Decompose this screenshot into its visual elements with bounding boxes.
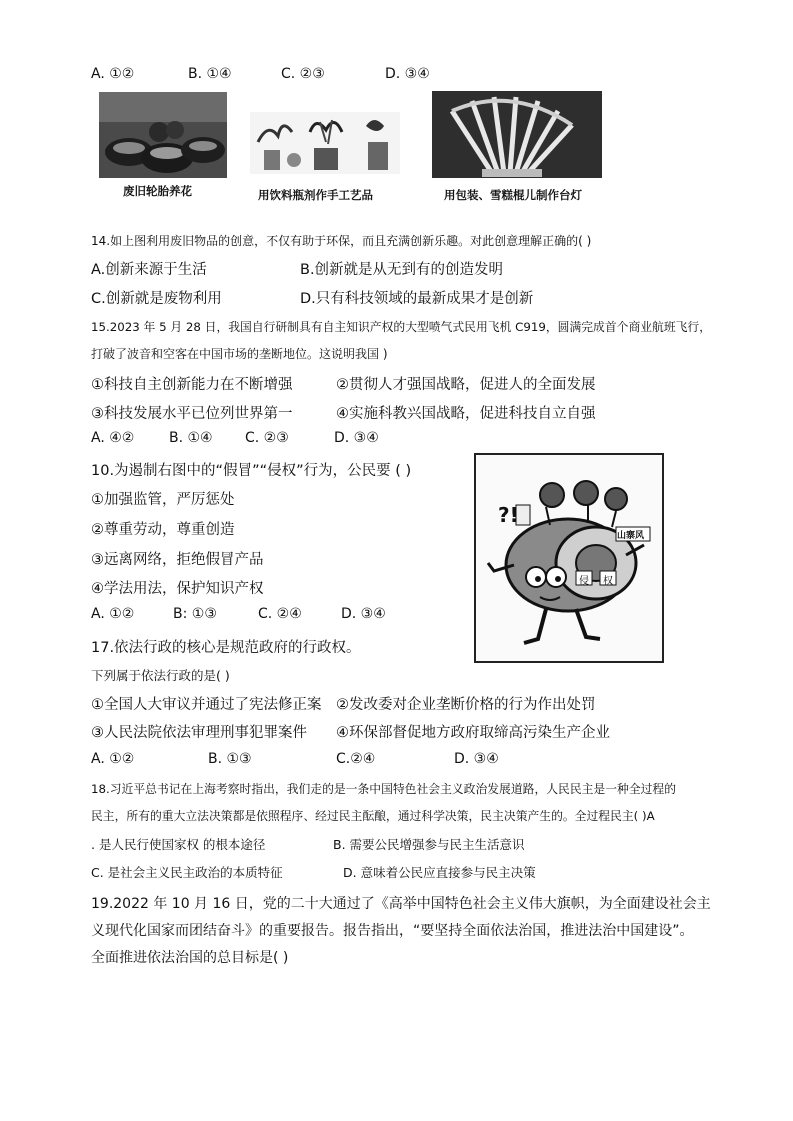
q15-statement-4: ④实施科教兴国战略，促进科技自立自强	[336, 406, 596, 422]
q17-statement-3: ③人民法院依法审理刑事犯罪案件	[91, 725, 307, 741]
q15-option-b: B. ①④	[169, 430, 213, 446]
q18-stem-line2: 民主，所有的重大立法决策都是依照程序、经过民主酝酿，通过科学决策，民主决策产生的。全过程民主( )A	[91, 809, 655, 823]
cartoon-tag-1: 侵	[579, 576, 589, 587]
caption-bottle-craft: 用饮料瓶剂作手工艺品	[258, 188, 373, 202]
cartoon-sign: ?!	[498, 503, 519, 527]
cartoon-label: 山寨风	[617, 531, 645, 541]
q14-option-d: D.只有科技领域的最新成果才是创新	[300, 291, 534, 307]
caption-lamp: 用包装、雪糕棍儿制作台灯	[444, 188, 582, 202]
q10-option-a: A. ①②	[91, 606, 135, 622]
q17-option-c: C.②④	[336, 751, 376, 767]
q15-option-d: D. ③④	[334, 430, 379, 446]
q17-stem-line2: 下列属于依法行政的是( )	[91, 668, 230, 683]
cartoon-tag-2: 权	[603, 576, 613, 587]
bottle-craft-photo	[250, 112, 400, 174]
q15-option-a: A. ④②	[91, 430, 135, 446]
q14-option-a: A.创新来源于生活	[91, 262, 207, 278]
q14-option-c: C.创新就是废物利用	[91, 291, 222, 307]
caption-tire-planter: 废旧轮胎养花	[123, 184, 192, 198]
q18-option-d: D. 意味着公民应直接参与民主决策	[343, 865, 536, 880]
q10-statement-3: ③远离网络，拒绝假冒产品	[91, 552, 264, 568]
q17-statement-4: ④环保部督促地方政府取缔高污染生产企业	[336, 725, 610, 741]
q18-stem-line1: 18.习近平总书记在上海考察时指出，我们走的是一条中国特色社会主义政治发展道路，人民民主是一种全过程的	[91, 782, 677, 796]
q13-option-a: A. ①②	[91, 66, 135, 82]
q17-statement-2: ②发改委对企业垄断价格的行为作出处罚	[336, 697, 596, 713]
q10-option-c: C. ②④	[258, 606, 302, 622]
q19-line1: 19.2022 年 10 月 16 日，党的二十大通过了《高举中国特色社会主义伟大旗帜，为全面建设社会主	[91, 896, 711, 912]
q18-option-b: B. 需要公民增强参与民主生活意识	[333, 837, 525, 852]
q10-statement-1: ①加强监管，严厉惩处	[91, 492, 235, 508]
q17-statement-1: ①全国人大审议并通过了宪法修正案	[91, 697, 322, 713]
q14-option-b: B.创新就是从无到有的创造发明	[300, 262, 504, 278]
q18-option-a: . 是人民行使国家权 的根本途径	[91, 837, 266, 852]
q19-line3: 全面推进依法治国的总目标是( )	[91, 950, 289, 966]
q15-statement-1: ①科技自主创新能力在不断增强	[91, 377, 293, 393]
q15-statement-3: ③科技发展水平已位列世界第一	[91, 406, 293, 422]
q15-stem-line1: 15.2023 年 5 月 28 日，我国自行研制具有自主知识产权的大型喷气式民用飞机 C919，圆满完成首个商业航班飞行，	[91, 320, 712, 334]
tire-planter-photo	[99, 92, 227, 178]
q13-option-b: B. ①④	[188, 66, 232, 82]
q17-option-b: B. ①③	[208, 751, 252, 767]
q10-option-d: D. ③④	[341, 606, 386, 622]
q17-stem-line1: 17.依法行政的核心是规范政府的行政权。	[91, 640, 361, 656]
lamp-photo	[432, 91, 602, 178]
q10-stem: 10.为遏制右图中的“假冒”“侵权”行为，公民要 ( )	[91, 463, 412, 479]
q15-statement-2: ②贯彻人才强国战略，促进人的全面发展	[336, 377, 596, 393]
q15-stem-line2: 打破了波音和空客在中国市场的垄断地位。这说明我国 )	[91, 347, 388, 361]
q13-option-d: D. ③④	[385, 66, 430, 82]
q17-option-a: A. ①②	[91, 751, 135, 767]
q18-option-c: C. 是社会主义民主政治的本质特征	[91, 865, 283, 880]
q17-option-d: D. ③④	[454, 751, 499, 767]
q13-option-c: C. ②③	[281, 66, 325, 82]
q10-statement-2: ②尊重劳动，尊重创造	[91, 522, 235, 538]
q10-statement-4: ④学法用法，保护知识产权	[91, 581, 264, 597]
q15-option-c: C. ②③	[245, 430, 289, 446]
counterfeit-cartoon	[474, 453, 664, 663]
q19-line2: 义现代化国家而团结奋斗》的重要报告。报告指出，“要坚持全面依法治国，推进法治中国建设”。	[91, 923, 694, 939]
q14-stem: 14.如上图利用废旧物品的创意，不仅有助于环保，而且充满创新乐趣。对此创意理解正确的( )	[91, 234, 592, 248]
q10-option-b: B: ①③	[173, 606, 217, 622]
